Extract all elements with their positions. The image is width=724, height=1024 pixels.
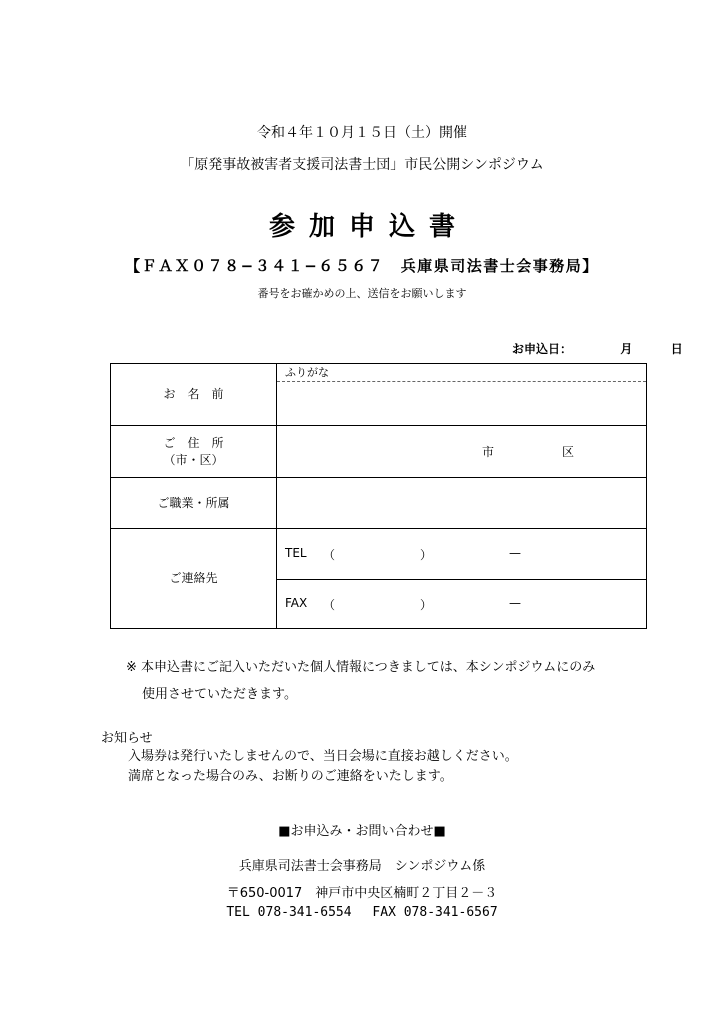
occupation-field[interactable]: [277, 478, 647, 529]
occupation-label: ご職業・所属: [111, 478, 277, 529]
privacy-note-line1: ※ 本申込書にご記入いただいた個人情報につきましては、本シンポジウムにのみ: [126, 660, 596, 675]
event-name: 「原発事故被害者支援司法書士団」市民公開シンポジウム: [180, 157, 544, 173]
tel-dash: —: [509, 546, 521, 560]
contact-label: ご連絡先: [111, 529, 277, 629]
fax-label: FAX: [285, 596, 308, 610]
event-date: 令和４年１０月１５日（土）開催: [257, 125, 467, 141]
name-field[interactable]: [277, 364, 647, 426]
address-row: [111, 426, 647, 478]
city-label: 市: [482, 445, 495, 459]
privacy-note-line2: 使用させていただきます。: [142, 687, 297, 702]
application-date-day: 日: [670, 342, 683, 356]
fax-dash: —: [509, 596, 521, 610]
notice-heading: お知らせ: [101, 731, 153, 746]
ward-label: 区: [562, 445, 575, 459]
application-form-table: [110, 363, 647, 629]
page-title: 参加申込書: [268, 212, 469, 242]
contact-office: 兵庫県司法書士会事務局 シンポジウム係: [238, 859, 486, 874]
contact-heading: ■お申込み・お問い合わせ■: [278, 824, 446, 839]
contact-address: 〒650-0017 神戸市中央区楠町２丁目２－３: [226, 886, 498, 901]
tel-label: TEL: [285, 546, 307, 560]
fax-field[interactable]: [277, 580, 647, 629]
address-field[interactable]: [277, 426, 647, 478]
tel-paren-open: （: [323, 548, 336, 562]
notice-line1: 入場券は発行いたしませんので、当日会場に直接お越しください。: [128, 749, 518, 764]
fax-number-line: 【ＦＡＸ０７８−３４１−６５６７ 兵庫県司法書士会事務局】: [125, 257, 599, 275]
address-label-main: ご 住 所: [163, 435, 224, 450]
address-label-sub: （市・区）: [163, 452, 224, 467]
fax-paren-open: （: [323, 598, 336, 612]
application-date-label: お申込日：: [512, 342, 573, 356]
tel-row: [111, 529, 647, 580]
fax-paren-close: ）: [420, 598, 433, 612]
application-date: [512, 340, 683, 357]
contact-tel-fax: TEL 078-341-6554 FAX 078-341-6567: [226, 905, 498, 920]
name-row: [111, 364, 647, 426]
application-date-month: 月: [620, 342, 633, 356]
notice-line2: 満席となった場合のみ、お断りのご連絡をいたします。: [128, 769, 453, 784]
send-note: 番号をお確かめの上、送信をお願いします: [257, 287, 467, 300]
address-label: [111, 426, 277, 478]
tel-paren-close: ）: [420, 548, 433, 562]
tel-field[interactable]: [277, 529, 647, 580]
occupation-row: [111, 478, 647, 529]
name-input-area[interactable]: [277, 382, 646, 425]
furigana-label: ふりがな: [277, 364, 646, 382]
name-label: お 名 前: [111, 364, 277, 426]
